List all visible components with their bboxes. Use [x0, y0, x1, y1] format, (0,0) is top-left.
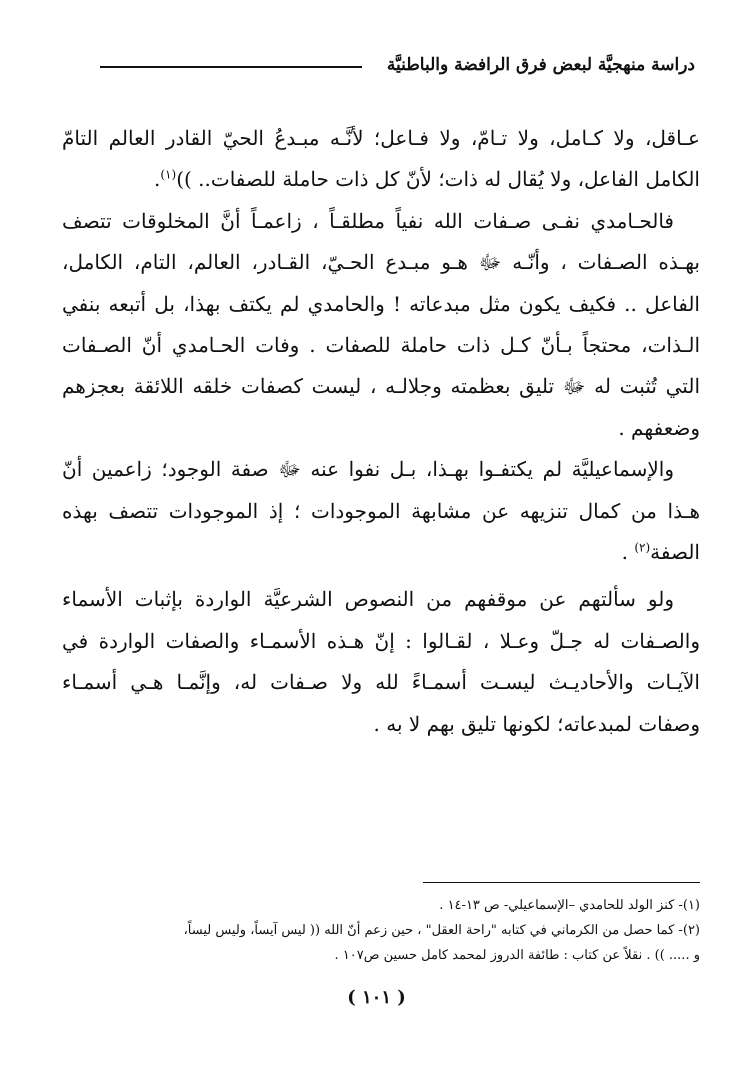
- footnotes: [88, 893, 700, 968]
- paragraph-1-tail: .: [154, 167, 161, 192]
- header-rule: [100, 66, 362, 68]
- footnote-1: (١)- كنز الولد للحامدي –الإسماعيلي- ص ١٣-١٤ .: [439, 898, 700, 913]
- header-title: دراسة منهجيَّة لبعض فرق الرافضة والباطنيَّة: [386, 55, 695, 75]
- paragraph-4: ولو سألتهم عن موقفهم من النصوص الشرعيَّة الواردة بإثبات الأسماء والصـفات له جـلّ وعـلا ، لقـالوا : إنّ هـذه الأسمـاء والصفات الواردة في الآيـات والأحاديـث ليسـت أسمـاءً لله ولا صـفات له، وإنَّمـا هـي أسمـاء وصفات لمبدعاته؛ لكونها تليق بهم لا به .: [62, 587, 700, 736]
- paragraph-2: فالحـامدي نفـى صـفات الله نفياً مطلقـاً ، زاعمـاً أنَّ المخلوقات تتصف بهـذه الصـفات ، وأنّـه ﷻ هـو مبـدع الحـيّ، القـادر، العالم، التام، الكامل، الفاعل .. فكيف يكون مثل مبدعاته ! والحامدي لم يكتف بهذا، بل أتبعه بنفي الـذات، محتجاً بـأنّ كـل ذات حاملة للصفات . وفات الحـامدي أنّ الصـفات التي تُثبت له ﷻ تليق بعظمته وجلالـه ، ليست كصفات خلقه اللائقة بعجزهم وضعفهم .: [62, 208, 700, 440]
- paragraph-1: [62, 118, 700, 201]
- paragraph-3: [62, 449, 700, 573]
- paragraph-1-text: عـاقل، ولا كـامل، ولا تـامّ، ولا فـاعل؛ لأنَّـه مبـدعُ الحيّ القادر العالم التامّ الكامل الفاعل، ولا يُقال له ذات؛ لأنّ كل ذات حاملة للصفات.. )): [62, 126, 700, 192]
- footnote-2-line-1: (٢)- كما حصل من الكرماني في كتابه "راحة العقل" ، حين زعم أنّ الله (( ليس آيساً، وليس ليساً،: [183, 923, 700, 938]
- page-number: ( ١٠١ ): [347, 987, 406, 1008]
- footnote-separator: [423, 882, 700, 883]
- footnote-ref-1[interactable]: (١): [160, 167, 177, 182]
- paragraph-3-text: والإسماعيليَّة لم يكتفـوا بهـذا، بـل نفوا عنه ﷻ صفة الوجود؛ زاعمين أنّ هـذا من كمال تنزيهه عن مشابهة الموجودات ؛ إذ الموجودات تتصف بهذه الصفة: [62, 457, 700, 565]
- footnote-2-line-2: و ..... )) . نقلاً عن كتاب : طائفة الدروز لمحمد كامل حسين ص١٠٧ .: [334, 948, 700, 963]
- running-header: [100, 52, 695, 78]
- footnote-ref-2[interactable]: (٢): [634, 540, 651, 555]
- body-text: [62, 118, 700, 745]
- paragraph-3-tail: .: [621, 540, 635, 565]
